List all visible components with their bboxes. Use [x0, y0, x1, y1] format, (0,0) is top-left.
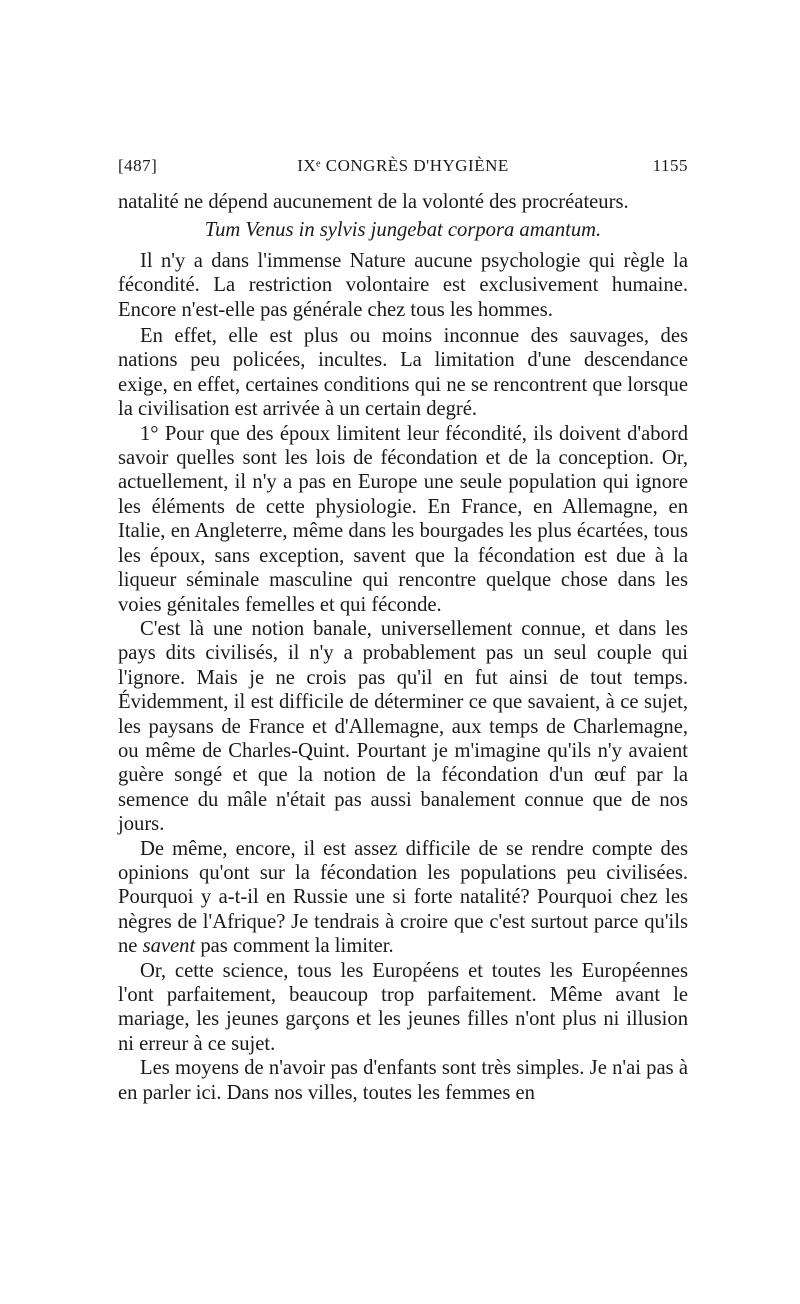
latin-quotation: Tum Venus in sylvis jungebat corpora amantum. — [204, 219, 602, 242]
paragraph: C'est là une notion banale, universellement connue, et dans les pays dits civilisés, il n'y a probablement pas un seul couple qui l'ignore. Mais je ne crois pas qu'il en fut ainsi de tout temps. Évidemment, il est difficile de déterminer ce que savaient, à ce sujet, les paysans de France et d'Allemagne, aux temps de Charlemagne, ou même de Charles-Quint. Pourtant je m'imagine qu'ils n'y avaient guère songé et que la notion de la fécondation d'un œuf par la semence du mâle n'était pas aussi banalement connue que de nos jours. — [118, 617, 688, 836]
running-header — [118, 156, 688, 180]
header-title: IXᵉ CONGRÈS D'HYGIÈNE — [297, 156, 509, 175]
paragraph: Or, cette science, tous les Européens et toutes les Européennes l'ont parfaitement, beaucoup trop parfaitement. Même avant le mariage, les jeunes garçons et les jeunes filles n'ont plus ni illusion ni erreur à ce sujet. — [118, 959, 688, 1055]
paragraph-continuation: natalité ne dépend aucunement de la volonté des procréateurs. — [118, 191, 629, 213]
paragraph: Les moyens de n'avoir pas d'enfants sont très simples. Je n'ai pas à en parler ici. Dans nos villes, toutes les femmes en — [118, 1057, 688, 1104]
paragraph: En effet, elle est plus ou moins inconnue des sauvages, des nations peu policées, incultes. La limitation d'une descendance exige, en effet, certaines conditions qui ne se rencontrent que lorsque la civilisation est arrivée à un certain degré. — [118, 325, 688, 421]
header-reference-number: [487] — [118, 156, 158, 175]
body-text — [118, 190, 688, 1105]
paragraph: Il n'y a dans l'immense Nature aucune psychologie qui règle la fécondité. La restriction volontaire est exclusivement humaine. Encore n'est-elle pas générale chez tous les hommes. — [118, 249, 688, 321]
paragraph: 1° Pour que des époux limitent leur fécondité, ils doivent d'abord savoir quelles sont les lois de fécondation et de la conception. Or, actuellement, il n'y a pas en Europe une seule population qui ignore les éléments de cette physiologie. En France, en Allemagne, en Italie, en Angleterre, même dans les bourgades les plus écartées, tous les époux, sans exception, savent que la fécondation est due à la liqueur séminale masculine qui rencontre quelque chose dans les voies génitales femelles et qui féconde. — [118, 422, 688, 616]
paragraph-text: pas comment la limiter. — [195, 935, 394, 958]
emphasized-word: savent — [142, 935, 196, 958]
page-number: 1155 — [652, 156, 688, 175]
paragraph — [118, 837, 688, 959]
paragraph-text: De même, encore, il est assez difficile de se rendre compte des opinions qu'ont sur la fécondation les populations peu civilisées. Pourquoi y a-t-il en Russie une si forte natalité? Pourquoi chez les nègres de l'Afrique? Je tendrais à croire que c'est surtout parce qu'ils ne — [118, 837, 688, 958]
